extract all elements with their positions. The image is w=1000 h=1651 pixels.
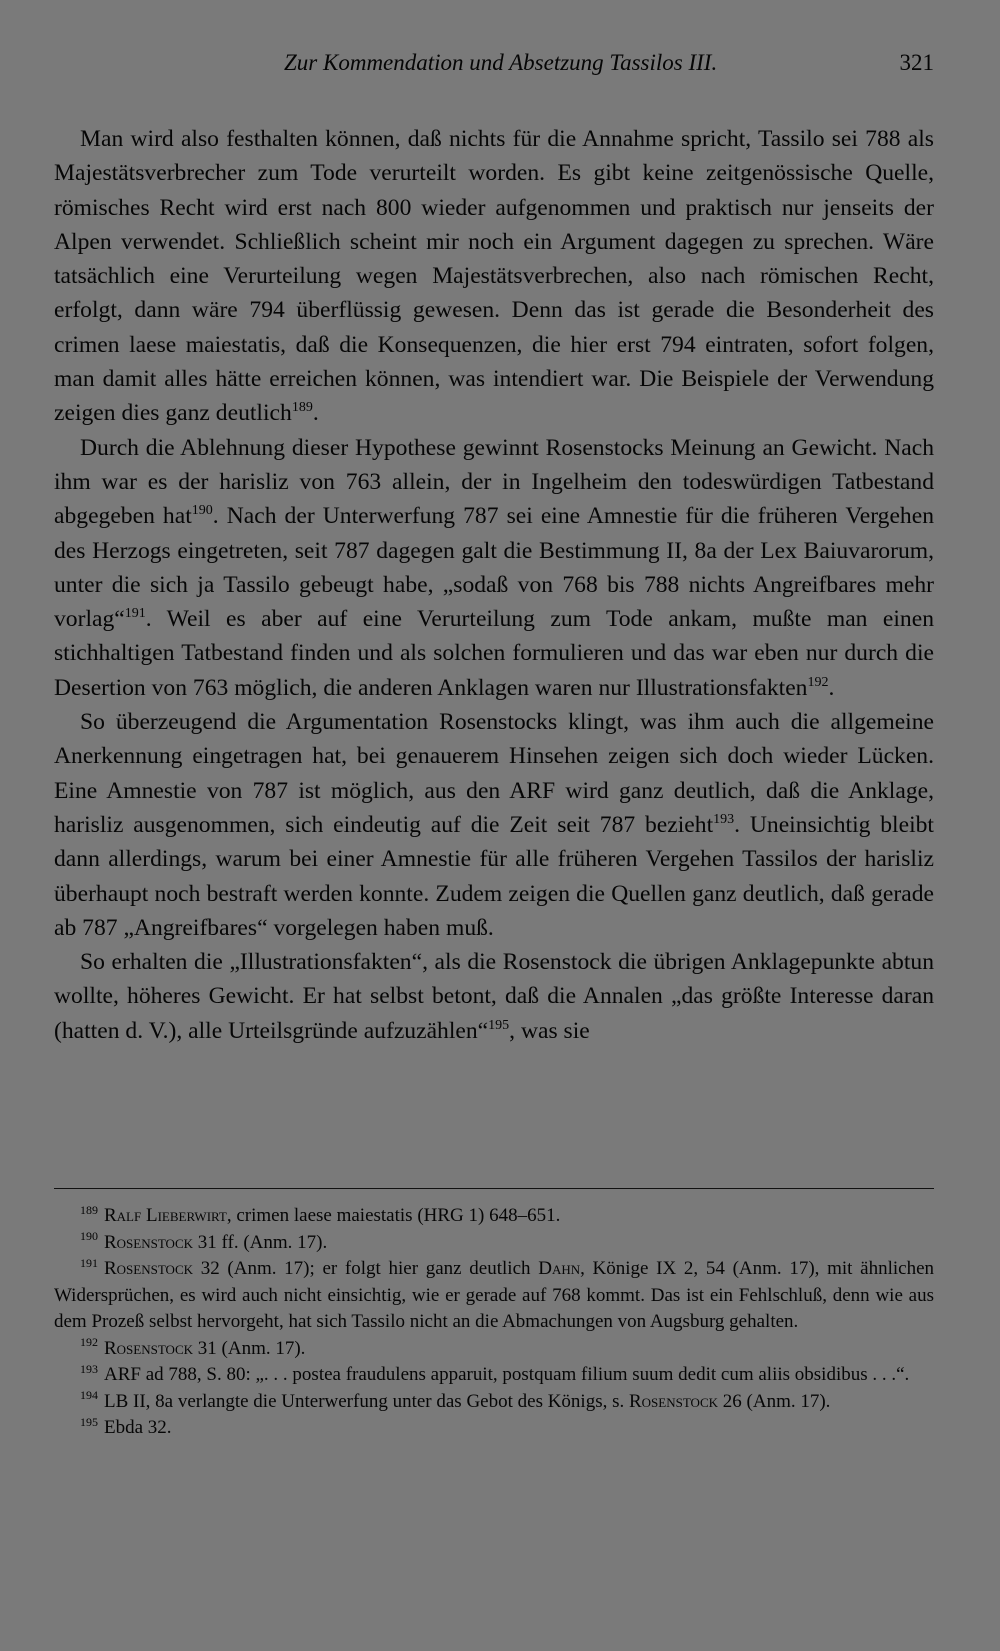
footnote-text: , crimen laese maiestatis (HRG 1) 648–651. xyxy=(226,1205,561,1226)
footnote-text: 32 (Anm. 17); er folgt hier ganz deutlich xyxy=(193,1258,539,1279)
footnote-ref: 192 xyxy=(807,674,829,690)
footnote-number: 191 xyxy=(80,1255,98,1270)
paragraph-4 xyxy=(54,945,934,1048)
paragraph-2 xyxy=(54,431,934,705)
footnote-189 xyxy=(54,1203,934,1230)
paragraph-text: Man wird also festhalten können, daß nichts für die Annahme spricht, Tassilo sei 788 als Majestätsverbrecher zum Tode verurteilt worden. Es gibt keine zeitgenössische Quelle, römisches Recht wird erst nach 800 wieder aufgenommen und praktisch nur jenseits der Alpen verwendet. Schließlich scheint mir noch ein Argument dagegen zu sprechen. Wäre tatsächlich eine Verurteilung wegen Majestätsverbrechen, also nach römischen Recht, erfolgt, dann wäre 794 überflüssig gewesen. Denn das ist gerade die Besonderheit des crimen laese maiestatis, daß die Konsequenzen, die hier erst 794 eintraten, sofort folgen, man damit alles hätte erreichen können, was intendiert war. Die Beispiele der Verwendung zeigen dies ganz deutlich xyxy=(54,126,934,427)
paragraph-text: , was sie xyxy=(509,1017,590,1044)
running-title: Zur Kommendation und Absetzung Tassilos III. xyxy=(284,50,718,75)
footnote-191 xyxy=(54,1256,934,1336)
footnote-text: 31 ff. (Anm. 17). xyxy=(193,1231,328,1253)
footnote-text: , Könige IX 2, 54 (Anm. 17), mit ähnlichen Widersprüchen, es wird auch nicht einsichtig, wie er gerade auf 768 kommt. Das ist ein Fehlschluß, denn wie aus dem Prozeß selbst hervorgeht, hat sich Tassilo nicht an die Abmachungen von Augsburg gehalten. xyxy=(54,1258,934,1332)
page-header xyxy=(54,50,934,86)
footnote-192 xyxy=(54,1336,934,1363)
footnote-text: ARF ad 788, S. 80: „. . . postea fraudulens apparuit, postquam filium suum dedit cum aliis obsidibus . . .“. xyxy=(104,1364,910,1385)
main-text xyxy=(54,122,934,1048)
paragraph-3 xyxy=(54,705,934,945)
footnote-190 xyxy=(54,1230,934,1257)
footnote-text: LB II, 8a verlangte die Unterwerfung unter das Gebot des Königs, s. xyxy=(104,1390,629,1412)
footnote-ref: 189 xyxy=(291,400,313,416)
paragraph-1 xyxy=(54,122,934,431)
paragraph-text: So erhalten die „Illustrationsfakten“, als die Rosenstock die übrigen Anklagepunkte abtun wollte, höheres Gewicht. Er hat selbst betont, daß die Annalen „das größte Interesse daran (hatten d. V.), alle Urteilsgründe aufzuzählen“ xyxy=(54,949,934,1044)
footnotes xyxy=(54,1203,934,1442)
footnote-number: 192 xyxy=(80,1335,98,1350)
footnote-ref: 191 xyxy=(124,606,146,622)
footnote-number: 195 xyxy=(80,1414,98,1429)
footnote-divider xyxy=(54,1188,934,1189)
paragraph-text: . xyxy=(312,400,319,427)
footnote-text: Ebda 32. xyxy=(104,1417,172,1438)
paragraph-text: . xyxy=(828,674,835,701)
footnote-author: Ralf Lieberwirt xyxy=(104,1205,227,1226)
footnote-195 xyxy=(54,1415,934,1442)
paragraph-text: . Nach der Unterwerfung 787 sei eine Amnestie für die früheren Vergehen des Herzogs eingetreten, seit 787 dagegen galt die Bestimmung II, 8a der Lex Baiuvarorum, unter die sich ja Tassilo gebeugt habe, „sodaß von 768 bis 788 nichts Angreifbares mehr vorlag“ xyxy=(54,503,934,633)
footnote-number: 194 xyxy=(80,1388,98,1403)
paragraph-text: Durch die Ablehnung dieser Hypothese gewinnt Rosenstocks Meinung an Gewicht. Nach ihm war es der harisliz von 763 allein, der in Ingelheim den todeswürdigen Tatbestand abgegeben hat xyxy=(54,434,934,530)
paragraph-text: . Weil es aber auf eine Verurteilung zum Tode ankam, mußte man einen stichhaltigen Tatbestand finden und als solchen formulieren und das war eben nur durch die Desertion von 763 möglich, die anderen Anklagen waren nur Illustrationsfakten xyxy=(54,606,934,701)
footnote-number: 193 xyxy=(80,1361,98,1376)
footnote-author: Dahn xyxy=(538,1258,581,1279)
footnote-number: 189 xyxy=(80,1202,98,1217)
page-number: 321 xyxy=(899,50,934,75)
footnote-text: 31 (Anm. 17). xyxy=(193,1337,306,1359)
footnote-author: Rosenstock xyxy=(104,1231,194,1253)
footnote-ref: 193 xyxy=(713,812,735,828)
footnote-text: 26 (Anm. 17). xyxy=(718,1390,831,1412)
footnote-194 xyxy=(54,1389,934,1416)
footnote-author: Rosenstock xyxy=(629,1390,719,1412)
footnote-author: Rosenstock xyxy=(104,1337,194,1359)
paragraph-text: So überzeugend die Argumentation Rosenstocks klingt, was ihm auch die allgemeine Anerkennung eingetragen hat, bei genauerem Hinsehen zeigen sich doch wieder Lücken. Eine Amnestie von 787 ist möglich, aus den ARF wird ganz deutlich, daß die Anklage, harisliz ausgenommen, sich eindeutig auf die Zeit seit 787 bezieht xyxy=(54,709,934,838)
footnote-ref: 195 xyxy=(488,1017,510,1033)
footnote-number: 190 xyxy=(80,1229,98,1244)
footnote-193 xyxy=(54,1362,934,1389)
footnote-author: Rosenstock xyxy=(104,1258,194,1279)
paragraph-text: . Uneinsichtig bleibt dann allerdings, warum bei einer Amnestie für alle früheren Vergehen Tassilos der harisliz überhaupt noch bestraft werden konnte. Zudem zeigen die Quellen ganz deutlich, daß gerade ab 787 „Angreifbares“ vorgelegen haben muß. xyxy=(54,811,934,941)
footnote-ref: 190 xyxy=(191,503,213,519)
